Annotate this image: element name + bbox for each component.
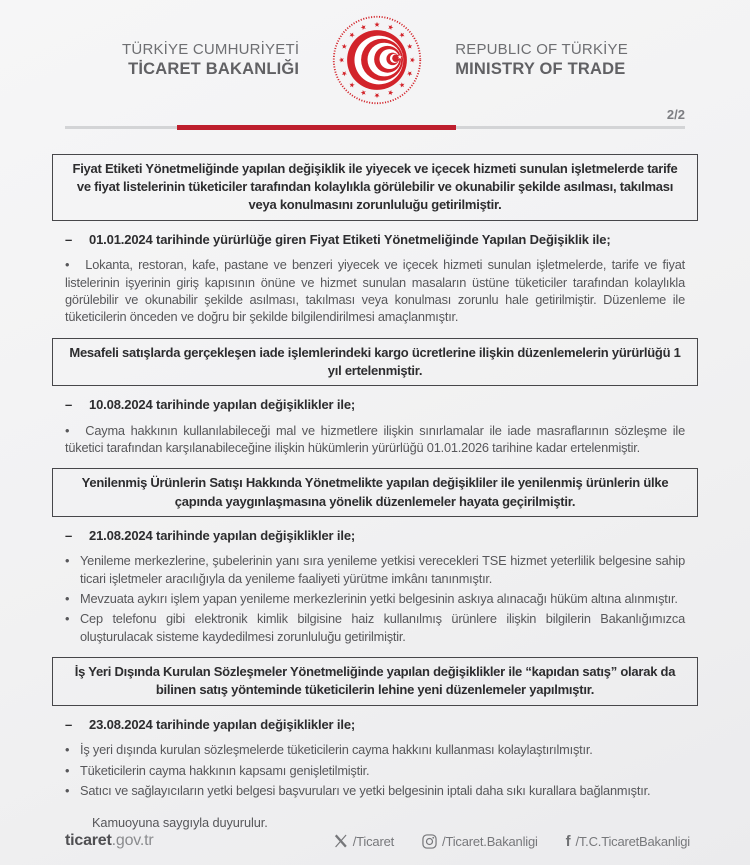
bullet-item	[65, 590, 685, 607]
dash-marker: –	[65, 527, 73, 543]
logo-crescents	[355, 36, 404, 85]
footer	[65, 832, 690, 850]
website-url-rest: .gov.tr	[111, 832, 154, 849]
date-line	[65, 527, 685, 545]
social-x	[334, 834, 394, 849]
website-url-bold: ticaret	[65, 832, 112, 849]
date-line-text: 21.08.2024 tarihinde yapılan değişiklikler ile;	[89, 527, 356, 543]
bullet-list	[65, 552, 685, 645]
bullet-icon: •	[65, 762, 70, 778]
section-renewed-products	[0, 468, 750, 645]
facebook-icon: f	[565, 832, 571, 850]
social-facebook	[566, 834, 690, 849]
date-line	[65, 231, 685, 249]
section-heading-box: İş Yeri Dışında Kurulan Sözleşmeler Yönetmeliğinde yapılan değişiklikler ile “kapıdan satış” olarak da bilinen satış yönteminde tüketicilerin lehine yeni düzenlemeler yapılmıştır.	[52, 657, 698, 705]
bullet-item	[65, 762, 685, 779]
bullet-list	[65, 256, 685, 326]
bullet-icon: •	[65, 553, 70, 569]
header-title-english	[455, 41, 628, 79]
dash-marker: –	[65, 231, 73, 247]
bullet-text: Cayma hakkının kullanılabileceği mal ve hizmetlere ilişkin sınırlamalar ile iade masraflarının sözleşme ile tüketici tarafından karşılanabileceğine ilişkin hükümlerin yürürlüğü 01.01.2026 tarihine kadar ertelenmiştir.	[65, 422, 685, 455]
section-off-premises-contracts	[0, 657, 750, 799]
divider-red-segment	[177, 125, 456, 130]
bullet-icon: •	[65, 742, 70, 758]
date-line-text: 01.01.2024 tarihinde yürürlüğe giren Fiyat Etiketi Yönetmeliğinde Yapılan Değişiklik ile;	[89, 231, 611, 247]
section-price-tag-regulation	[0, 154, 750, 326]
bullet-list	[65, 741, 685, 799]
header	[0, 0, 750, 106]
header-divider	[65, 125, 685, 130]
bullet-text: Cep telefonu gibi elektronik kimlik bilgisine haiz kullanılmış ürünlere ilişkin bilgilerin Bakanlığımızca oluşturulacak sisteme kaydedilmesi zorunluluğu getirilmiştir.	[80, 611, 685, 644]
social-handle: /Ticaret	[352, 833, 395, 849]
date-line	[65, 396, 685, 414]
bullet-text: Yenileme merkezlerine, şubelerinin yanı sıra yenileme yetkisi verecekleri TSE hizmet yeterlilik belgesine sahip ticari işletmeler aracılığıyla da yenileme faaliyeti yürütme imkânı tanınmıştır.	[80, 553, 685, 586]
date-line-text: 23.08.2024 tarihinde yapılan değişiklikler ile;	[89, 716, 356, 732]
republic-name-en: REPUBLIC OF TÜRKİYE	[455, 40, 628, 58]
section-heading-box: Mesafeli satışlarda gerçekleşen iade işlemlerindeki kargo ücretlerine ilişkin düzenlemelerin yürürlüğü 1 yıl ertelenmiştir.	[52, 338, 698, 386]
closing-statement: Kamuoyuna saygıyla duyurulur.	[92, 815, 268, 831]
bullet-icon: •	[65, 782, 70, 798]
section-heading-box: Yenilenmiş Ürünlerin Satışı Hakkında Yönetmelikte yapılan değişikliler ile yenilenmiş ürünlerin ülke çapında yaygınlaşmasına yönelik düzenlemeler hayata geçirilmiştir.	[52, 468, 698, 516]
ministry-of-trade-logo-icon	[331, 14, 423, 106]
bullet-item	[65, 422, 685, 457]
bullet-text: Lokanta, restoran, kafe, pastane ve benzeri yiyecek ve içecek hizmeti sunulan işletmelerde, tarife ve fiyat listelerinin işyerinin giriş kapısının önüne ve hizmet sunulan masaların üstüne tüketiciler tarafından kolaylıkla görülebilir ve okunabilir şekilde asılması, takılması veya konulması zorunlu hale getirilmiştir. Düzenleme ile tüketicilerin önceden ve doğru bir şekilde bilgilendirilmesi amaçlanmıştır.	[65, 257, 685, 325]
date-line	[65, 716, 685, 734]
bullet-list	[65, 422, 685, 457]
dash-marker: –	[65, 397, 73, 413]
announcement-body	[0, 154, 750, 830]
bullet-text: Mevzuata aykırı işlem yapan yenileme merkezlerinin yetki belgesinin askıya alınacağı hüküm altına alınmıştır.	[80, 591, 678, 607]
social-instagram	[422, 834, 538, 849]
bullet-item	[65, 782, 685, 799]
section-distance-sales	[0, 338, 750, 457]
bullet-item	[65, 741, 685, 758]
bullet-item	[65, 610, 685, 645]
bullet-text: İş yeri dışında kurulan sözleşmelerde tüketicilerin cayma hakkını kullanması kolaylaştırılmıştır.	[80, 742, 593, 758]
header-title-turkish	[122, 41, 299, 79]
x-logo-icon	[334, 834, 348, 848]
website-url	[65, 832, 154, 850]
date-line-text: 10.08.2024 tarihinde yapılan değişiklikler ile;	[89, 397, 356, 413]
bullet-icon: •	[65, 611, 70, 627]
dash-marker: –	[65, 716, 73, 732]
ministry-name-en: MINISTRY OF TRADE	[455, 60, 626, 79]
social-handle: /Ticaret.Bakanligi	[442, 833, 538, 849]
ministry-name-tr: TİCARET BAKANLIĞI	[128, 60, 300, 79]
section-heading-box: Fiyat Etiketi Yönetmeliğinde yapılan değişiklik ile yiyecek ve içecek hizmeti sunulan işletmelerde tarife ve fiyat listelerinin tüketiciler tarafından kolaylıkla görülebilir ve okunabilir şekilde asılması, takılması veya konulmasını zorunluluğu getirilmiştir.	[52, 154, 698, 221]
bullet-icon: •	[65, 591, 70, 607]
bullet-text: Tüketicilerin cayma hakkının kapsamı genişletilmiştir.	[80, 762, 370, 778]
republic-name-tr: TÜRKİYE CUMHURİYETİ	[122, 40, 300, 58]
bullet-item	[65, 552, 685, 587]
social-links	[334, 834, 690, 849]
social-handle: /T.C.TicaretBakanligi	[575, 833, 690, 849]
instagram-icon	[422, 834, 437, 849]
bullet-item	[65, 256, 685, 326]
page-number: 2/2	[666, 107, 685, 122]
bullet-text: Satıcı ve sağlayıcıların yetki belgesi başvuruları ve yetki belgesinin iptali daha sıkı kurallara bağlanmıştır.	[80, 782, 651, 798]
bullet-icon: •	[65, 257, 70, 273]
bullet-icon: •	[65, 422, 70, 438]
